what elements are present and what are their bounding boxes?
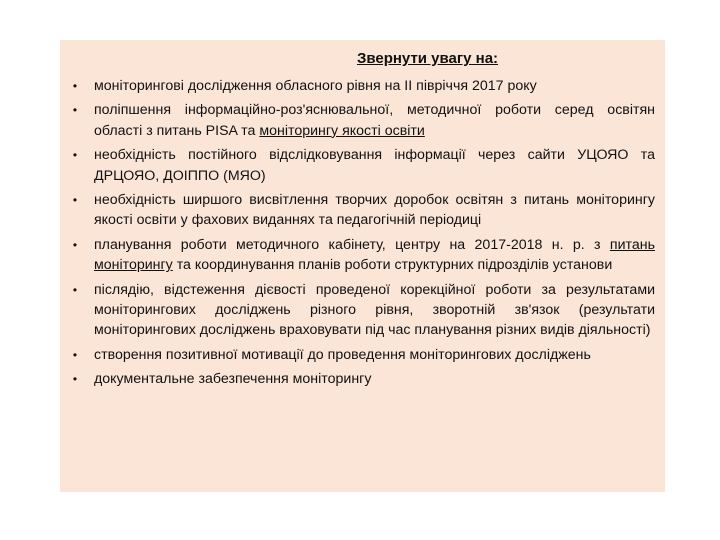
bullet-icon: •	[72, 282, 78, 297]
bullet-icon: •	[72, 193, 78, 208]
list-item-text: поліпшення інформаційно-роз'яснювальної, методичної роботи серед освітян області з питань PISA та	[94, 102, 655, 139]
list-item	[70, 145, 655, 186]
list-item-text-tail: та координування планів роботи структурних підрозділів установи	[172, 257, 613, 274]
underlined-text: питань моніторингу	[94, 236, 655, 274]
list-item-text: планування роботи методичного кабінету, центру на 2017-2018 н. р. з	[94, 236, 610, 253]
bullet-icon: •	[72, 237, 78, 252]
list-item-text: післядію, відстеження дієвості проведеної корекційної роботи за результатами моніторингових досліджень різного рівня, зворотній зв'язок (результати моніторингових досліджень враховувати під час планування різних видів діяльності)	[94, 281, 655, 339]
list-item-text: документальне забезпечення моніторингу	[94, 371, 372, 388]
bullet-list	[70, 76, 655, 390]
slide-heading: Звернути увагу на:	[356, 50, 499, 67]
bullet-icon: •	[72, 148, 78, 163]
list-item	[70, 100, 655, 141]
list-item	[70, 369, 655, 389]
list-item	[70, 235, 655, 276]
list-item-text: створення позитивної мотивації до проведення моніторингових досліджень	[94, 346, 591, 363]
content-panel	[60, 40, 665, 492]
bullet-icon: •	[72, 79, 78, 93]
bullet-icon: •	[72, 372, 78, 387]
list-item	[70, 76, 655, 96]
list-item	[70, 280, 655, 341]
list-item-text: необхідність ширшого висвітлення творчих доробок освітян з питань моніторингу якості освіти у фахових виданнях та педагогічній періодиці	[94, 192, 655, 229]
list-item-text: моніторингові дослідження обласного рівня на ІІ півріччя 2017 року	[94, 78, 537, 94]
list-item-text: необхідність постійного відслідковування інформації через сайти УЦОЯО та ДРЦОЯО, ДОІППО (МЯО)	[94, 147, 655, 184]
list-item	[70, 190, 655, 231]
bullet-icon: •	[72, 347, 78, 362]
bullet-icon: •	[72, 103, 78, 118]
underlined-text: моніторингу якості освіти	[259, 122, 425, 139]
list-item	[70, 345, 655, 365]
